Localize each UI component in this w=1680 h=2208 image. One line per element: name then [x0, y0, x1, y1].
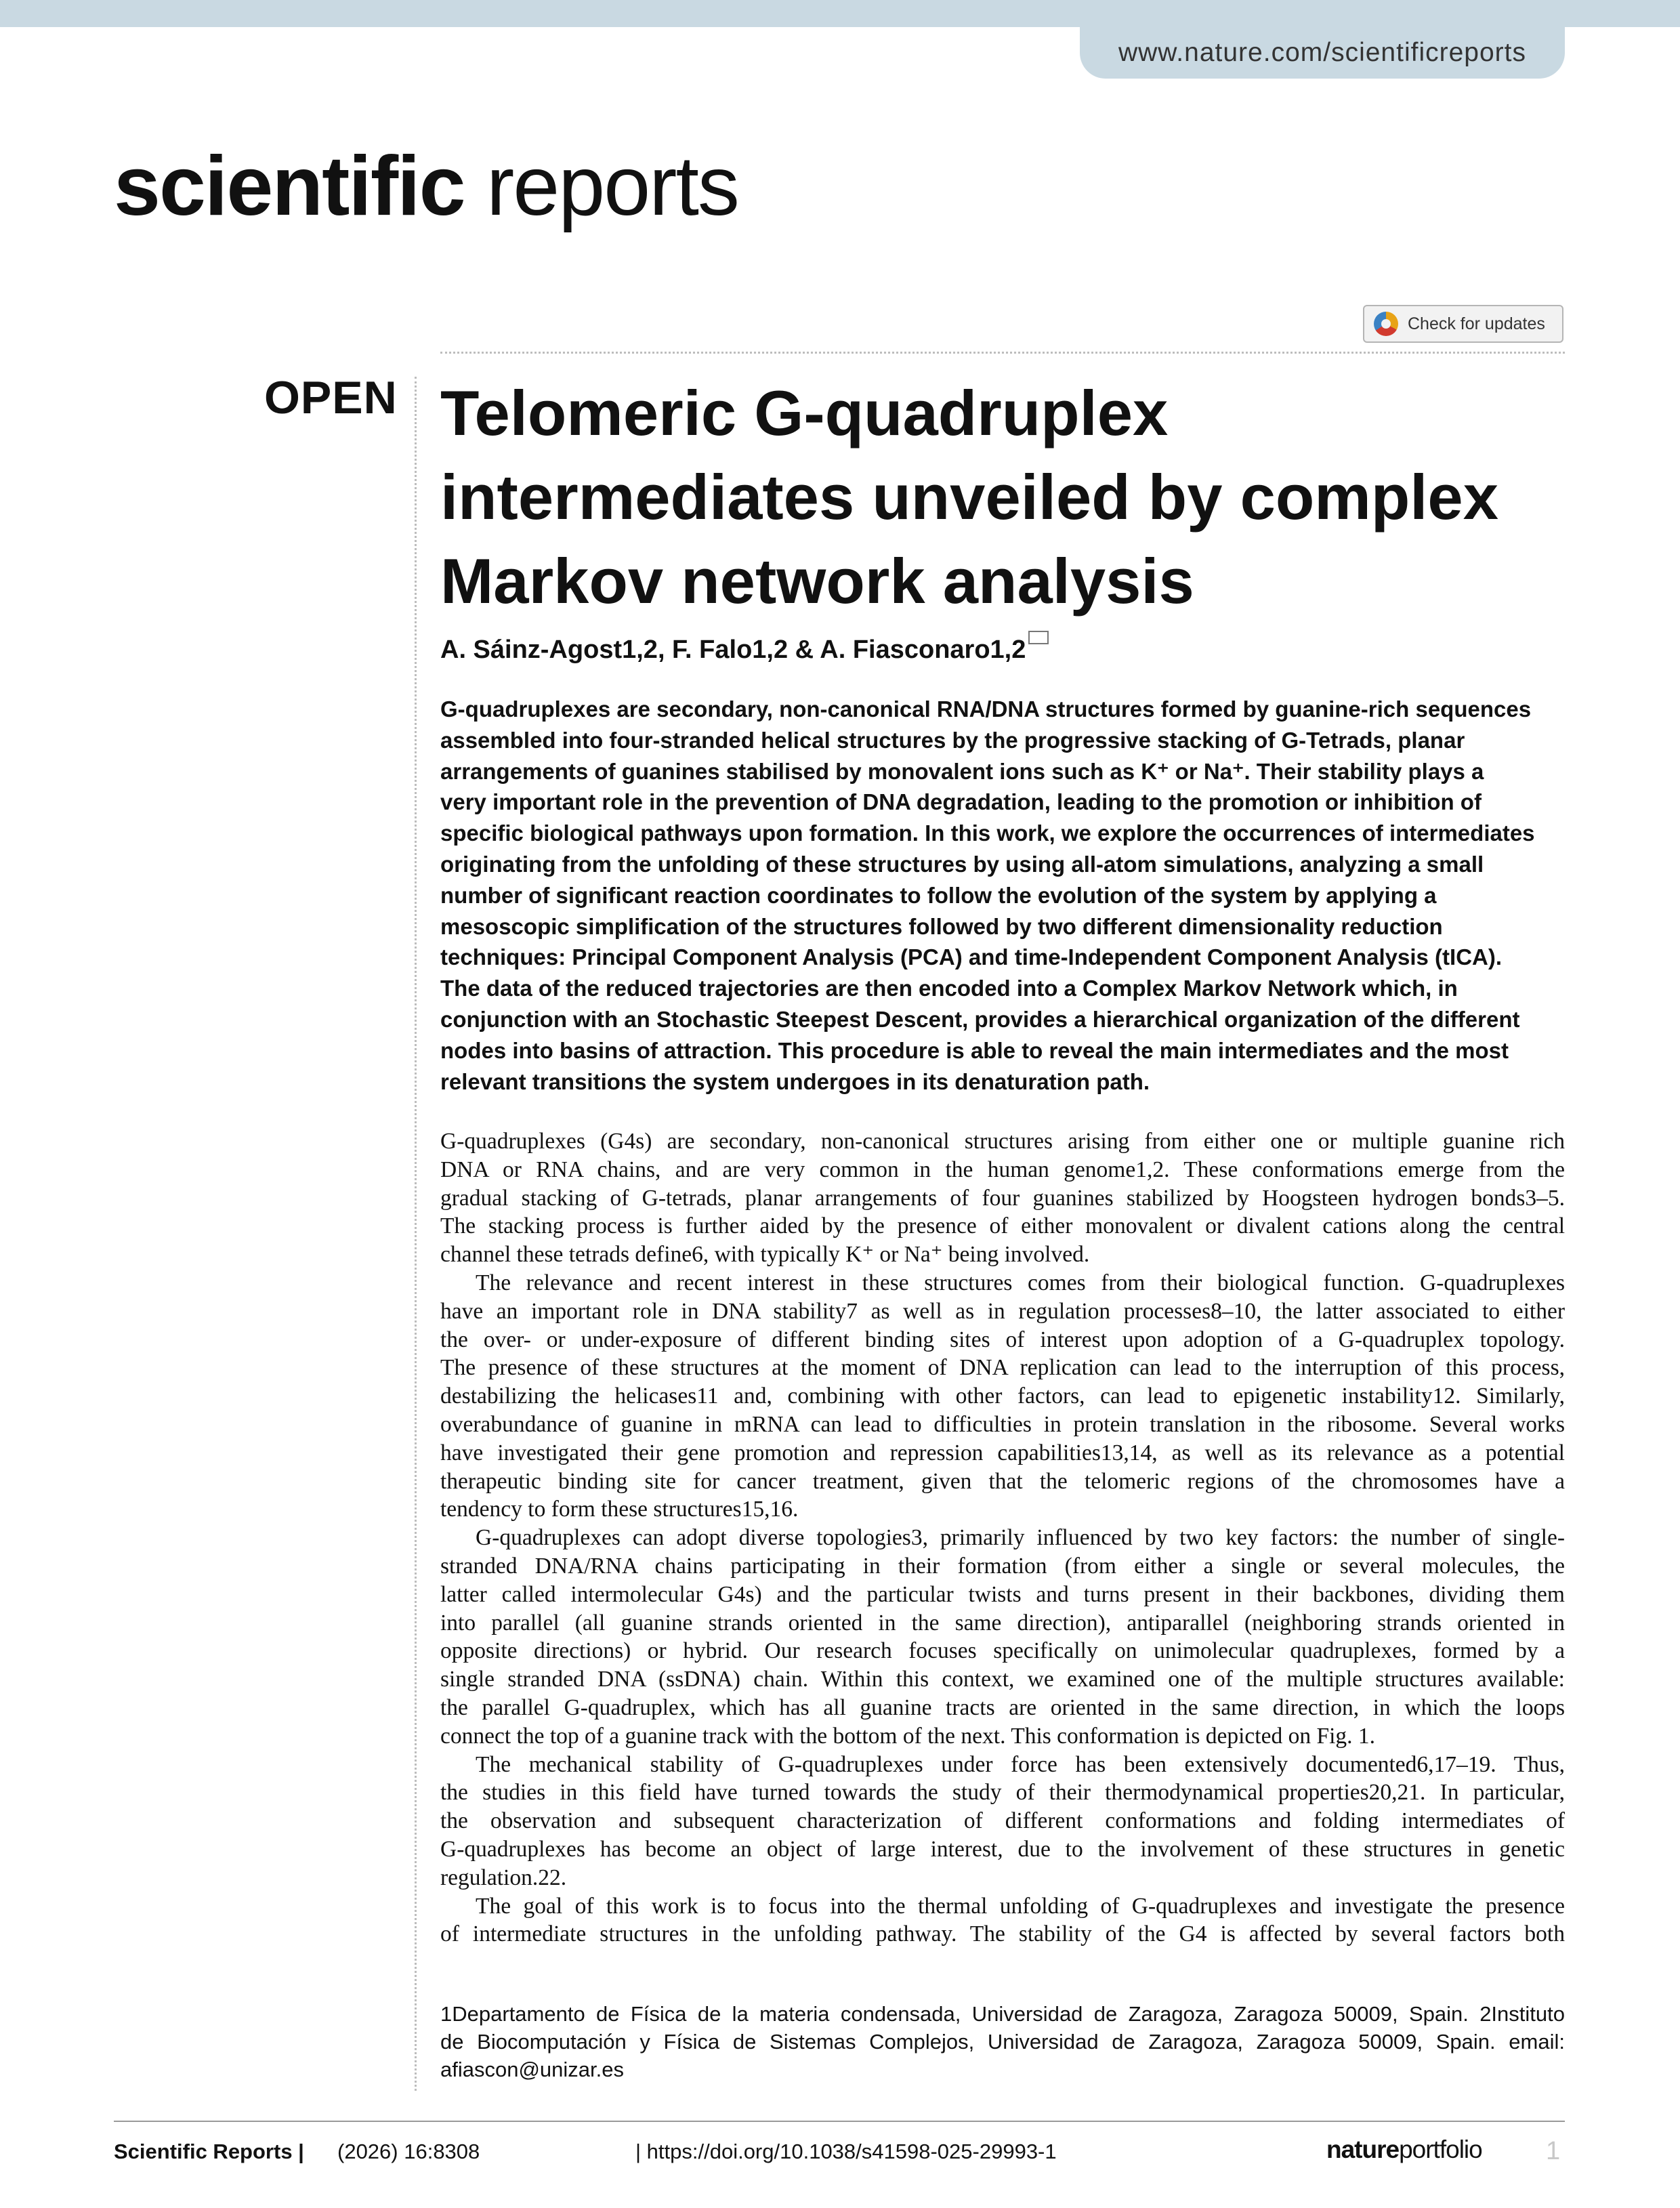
logo-bold: scientific [114, 140, 465, 233]
top-banner [0, 0, 1680, 27]
footer-divider [114, 2121, 1565, 2122]
crossmark-icon [1374, 312, 1398, 336]
abstract-line: techniques: Principal Component Analysis (PCA) and time-Independent Component Analysis (tICA). [440, 944, 1503, 970]
affiliation-line: de Biocomputación y Física de Sistemas Complejos, Universidad de Zaragoza, Zaragoza 50009, Spain. email: [440, 2030, 1565, 2054]
body-line: channel these tetrads define6, with typically K⁺ or Na⁺ being involved. [440, 1242, 1090, 1268]
body-line: the observation and subsequent characterization of different conformations and folding intermediates of [440, 1808, 1565, 1834]
journal-logo [114, 140, 738, 233]
abstract-line: specific biological pathways upon formation. In this work, we explore the occurrences of intermediates [440, 820, 1535, 846]
dotted-divider-horizontal [440, 352, 1565, 354]
abstract-line: conjunction with an Stochastic Steepest Descent, provides a hierarchical organization of the different [440, 1006, 1520, 1032]
abstract-line: number of significant reaction coordinates to follow the evolution of the system by applying a [440, 882, 1437, 908]
publisher-bold: nature [1326, 2136, 1400, 2163]
body-line: The mechanical stability of G-quadruplexes under force has been extensively documented6,17–19. Thus, [476, 1751, 1565, 1777]
body-line: G-quadruplexes has become an object of large interest, due to the involvement of these structures in genetic [440, 1836, 1565, 1862]
open-access-label: OPEN [264, 372, 398, 423]
abstract-line: arrangements of guanines stabilised by monovalent ions such as K⁺ or Na⁺. Their stability plays a [440, 758, 1484, 784]
body-line: regulation.22. [440, 1865, 567, 1890]
check-for-updates-label: Check for updates [1408, 314, 1545, 333]
dotted-divider-vertical [415, 377, 417, 2091]
body-line: have an important role in DNA stability7 as well as in regulation processes8–10, the latter associated to either [440, 1298, 1565, 1324]
body-line: of intermediate structures in the unfolding pathway. The stability of the G4 is affected by several factors both [440, 1921, 1565, 1947]
abstract-line: mesoscopic simplification of the structures followed by two different dimensionality reduction [440, 913, 1443, 939]
logo-light: reports [464, 140, 738, 233]
abstract [440, 694, 1565, 1097]
title-line: intermediates unveiled by complex [440, 461, 1498, 533]
footer-year-volume: (2026) 16:8308 [337, 2140, 480, 2163]
author-list [440, 636, 1049, 665]
abstract-line: very important role in the prevention of DNA degradation, leading to the promotion or inhibition of [440, 789, 1482, 815]
title-line: Markov network analysis [440, 545, 1194, 617]
body-line: latter called intermolecular G4s) and the particular twists and turns present in their backbones, dividing them [440, 1581, 1565, 1607]
title-line: Telomeric G-quadruplex [440, 377, 1169, 449]
body-line: destabilizing the helicases11 and, combining with other factors, can lead to epigenetic instability12. Similarly, [440, 1383, 1565, 1409]
body-line: have investigated their gene promotion and repression capabilities13,14, as well as its relevance as a potential [440, 1440, 1565, 1465]
body-line: the over- or under-exposure of different binding sites of interest upon adoption of a G-quadruplex topology. [440, 1327, 1565, 1352]
body-line: The goal of this work is to focus into the thermal unfolding of G-quadruplexes and investigate the presence [476, 1893, 1565, 1919]
body-line: The presence of these structures at the moment of DNA replication can lead to the interruption of this process, [440, 1355, 1565, 1381]
abstract-line: The data of the reduced trajectories are then encoded into a Complex Markov Network which, in [440, 976, 1458, 1001]
main-text [440, 1127, 1565, 1949]
body-line: tendency to form these structures15,16. [440, 1497, 799, 1522]
check-for-updates-button[interactable] [1363, 305, 1563, 343]
body-line: G-quadruplexes (G4s) are secondary, non-canonical structures arising from either one or multiple guanine rich [440, 1129, 1565, 1154]
body-line: the studies in this field have turned towards the study of their thermodynamical properties20,21. In particular, [440, 1780, 1565, 1806]
article-title [440, 371, 1592, 623]
body-line: G-quadruplexes can adopt diverse topologies3, primarily influenced by two key factors: the number of single- [476, 1525, 1565, 1551]
abstract-line: nodes into basins of attraction. This procedure is able to reveal the main intermediates and the most [440, 1037, 1509, 1063]
body-line: stranded DNA/RNA chains participating in their formation (from either a single or several molecules, the [440, 1553, 1565, 1579]
affiliation-line: 1Departamento de Física de la materia condensada, Universidad de Zaragoza, Zaragoza 50009, Spain. 2Instituto [440, 2002, 1565, 2026]
body-line: gradual stacking of G-tetrads, planar arrangements of four guanines stabilized by Hoogsteen hydrogen bonds3–5. [440, 1185, 1565, 1211]
journal-url[interactable]: www.nature.com/scientificreports [1118, 38, 1527, 67]
body-line: therapeutic binding site for cancer treatment, given that the telomeric regions of the chromosomes have a [440, 1468, 1565, 1494]
footer-doi-link[interactable]: | https://doi.org/10.1038/s41598-025-29993-1 [635, 2140, 1057, 2163]
body-line: The stacking process is further aided by the presence of either monovalent or divalent cations along the central [440, 1213, 1565, 1239]
author-names: A. Sáinz-Agost1,2, F. Falo1,2 & A. Fiasconaro1,2 [440, 636, 1026, 664]
body-line: overabundance of guanine in mRNA can lead to difficulties in protein translation in the ribosome. Several works [440, 1411, 1565, 1437]
body-line: opposite directions) or hybrid. Our research focuses specifically on unimolecular quadruplexes, formed by a [440, 1638, 1565, 1664]
body-line: into parallel (all guanine strands oriented in the same direction), antiparallel (neighboring strands oriented in [440, 1610, 1565, 1636]
publisher-logo [1326, 2136, 1482, 2164]
abstract-line: originating from the unfolding of these structures by using all-atom simulations, analyzing a small [440, 851, 1484, 877]
body-line: the parallel G-quadruplex, which has all guanine tracts are oriented in the same direction, in which the loops [440, 1694, 1565, 1720]
body-line: connect the top of a guanine track with the bottom of the next. This conformation is depicted on Fig. 1. [440, 1723, 1376, 1749]
page-number: 1 [1546, 2137, 1561, 2165]
abstract-line: relevant transitions the system undergoes in its denaturation path. [440, 1068, 1150, 1094]
affiliation-line[interactable]: afiascon@unizar.es [440, 2058, 625, 2081]
abstract-line: G-quadruplexes are secondary, non-canonical RNA/DNA structures formed by guanine-rich sequences [440, 696, 1532, 722]
body-line: The relevance and recent interest in these structures comes from their biological function. G-quadruplexes [476, 1270, 1565, 1295]
email-icon[interactable] [1028, 631, 1049, 644]
publisher-light: portfolio [1399, 2136, 1482, 2163]
footer-journal: Scientific Reports | [114, 2140, 304, 2163]
body-line: DNA or RNA chains, and are very common in the human genome1,2. These conformations emerge from the [440, 1157, 1565, 1182]
affiliations [440, 2000, 1565, 2083]
page-footer [114, 2136, 1565, 2169]
journal-url-tab[interactable] [1080, 27, 1565, 79]
body-line: single stranded DNA (ssDNA) chain. Within this context, we examined one of the multiple structures available: [440, 1667, 1565, 1692]
abstract-line: assembled into four-stranded helical structures by the progressive stacking of G-Tetrads, planar [440, 727, 1465, 753]
